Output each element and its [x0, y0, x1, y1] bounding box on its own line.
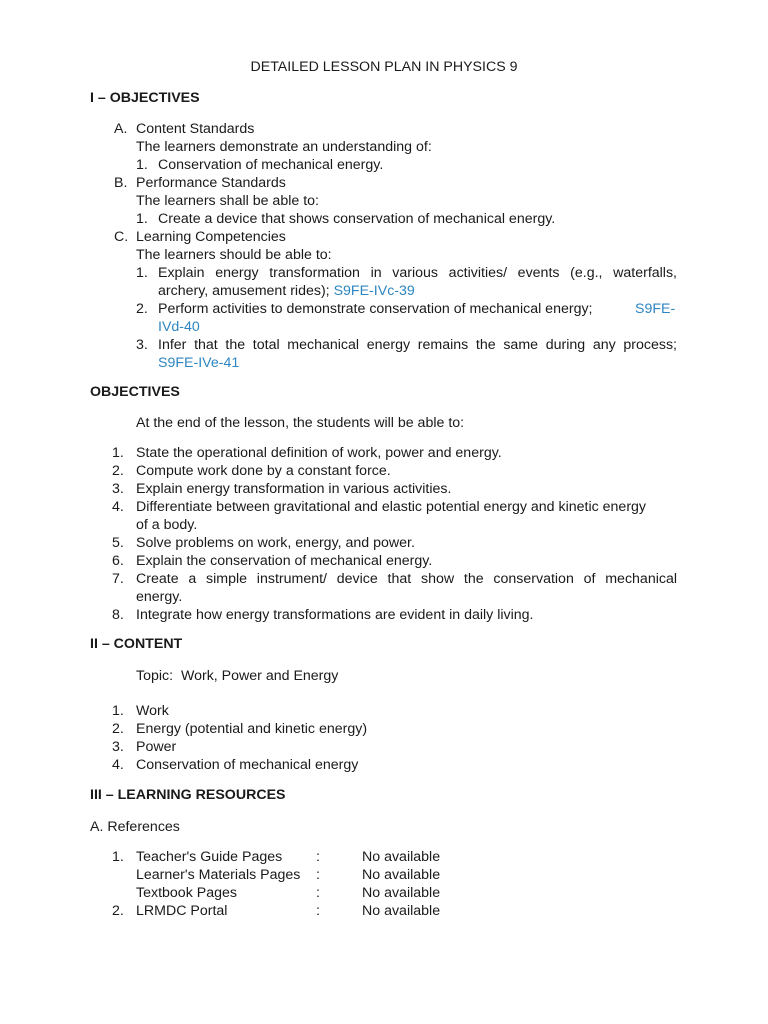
objective-5-num: 5. — [112, 535, 124, 551]
objectives-intro: At the end of the lesson, the students will be able to: — [136, 415, 465, 431]
objective-8-num: 8. — [112, 607, 124, 623]
learning-competencies-title: Learning Competencies — [136, 229, 286, 245]
performance-standards-title: Performance Standards — [136, 175, 286, 191]
competency-2-text: Perform activities to demonstrate conservation of mechanical energy; — [158, 301, 593, 317]
content-standards-title: Content Standards — [136, 121, 255, 137]
resource-row-3-sep: : — [316, 885, 320, 901]
performance-standards-label: B. — [114, 175, 128, 191]
resource-row-2-value: No available — [362, 867, 441, 883]
content-standards-item-text: Conservation of mechanical energy. — [158, 157, 384, 173]
objective-2-text: Compute work done by a constant force. — [136, 463, 391, 479]
resource-row-1-value: No available — [362, 849, 441, 865]
objective-5-text: Solve problems on work, energy, and power. — [136, 535, 415, 551]
performance-standards-intro: The learners shall be able to: — [136, 193, 319, 209]
objective-1-text: State the operational definition of work, power and energy. — [136, 445, 502, 461]
performance-standards-item-text: Create a device that shows conservation of mechanical energy. — [158, 211, 556, 227]
resource-row-3-value: No available — [362, 885, 441, 901]
content-item-4-num: 4. — [112, 757, 124, 773]
objective-3-num: 3. — [112, 481, 124, 497]
objective-4-text2: of a body. — [136, 517, 198, 533]
performance-standards-item-num: 1. — [136, 211, 148, 227]
competency-1-line2 — [158, 282, 415, 300]
resource-row-3-label: Textbook Pages — [136, 885, 237, 901]
objective-3-text: Explain energy transformation in various activities. — [136, 481, 452, 497]
resource-row-1-sep: : — [316, 849, 320, 865]
resource-row-4-label: LRMDC Portal — [136, 903, 228, 919]
competency-3-code: S9FE-IVe-41 — [158, 355, 240, 371]
content-standards-label: A. — [114, 121, 128, 137]
resource-row-1-num: 1. — [112, 849, 124, 865]
resource-row-4-value: No available — [362, 903, 441, 919]
content-item-2-text: Energy (potential and kinetic energy) — [136, 721, 368, 737]
resource-row-4-sep: : — [316, 903, 320, 919]
content-item-4-text: Conservation of mechanical energy — [136, 757, 359, 773]
content-topic: Topic: Work, Power and Energy — [136, 668, 339, 684]
objective-7-text: Create a simple instrument/ device that show the conservation of mechanical — [136, 571, 677, 587]
content-item-3-num: 3. — [112, 739, 124, 755]
objective-4-num: 4. — [112, 499, 124, 515]
competency-3-text: Infer that the total mechanical energy remains the same during any process; — [158, 337, 677, 353]
objective-7-text2: energy. — [136, 589, 183, 605]
content-item-1-num: 1. — [112, 703, 124, 719]
content-standards-intro: The learners demonstrate an understanding of: — [136, 139, 432, 155]
resources-heading: III – LEARNING RESOURCES — [90, 787, 286, 803]
content-item-3-text: Power — [136, 739, 177, 755]
competency-2-num: 2. — [136, 301, 148, 317]
objective-2-num: 2. — [112, 463, 124, 479]
competency-3-num: 3. — [136, 337, 148, 353]
competency-2-code-part2: IVd-40 — [158, 319, 200, 335]
content-heading: II – CONTENT — [90, 636, 183, 652]
objective-8-text: Integrate how energy transformations are evident in daily living. — [136, 607, 534, 623]
learning-competencies-label: C. — [114, 229, 129, 245]
content-item-1-text: Work — [136, 703, 169, 719]
objective-6-num: 6. — [112, 553, 124, 569]
competency-1-text2: archery, amusement rides); — [158, 283, 330, 299]
resource-row-2-label: Learner's Materials Pages — [136, 867, 301, 883]
objective-1-num: 1. — [112, 445, 124, 461]
competency-1-code: S9FE-IVc-39 — [333, 283, 415, 299]
references-subheading: A. References — [90, 819, 180, 835]
objective-7-num: 7. — [112, 571, 124, 587]
competency-1-text: Explain energy transformation in various activities/ events (e.g., waterfalls, — [158, 265, 677, 281]
objective-4-text: Differentiate between gravitational and elastic potential energy and kinetic energy — [136, 499, 647, 515]
objective-6-text: Explain the conservation of mechanical energy. — [136, 553, 433, 569]
objectives-heading: OBJECTIVES — [90, 384, 180, 400]
competency-1-num: 1. — [136, 265, 148, 281]
section-heading-objectives: I – OBJECTIVES — [90, 90, 200, 106]
content-item-2-num: 2. — [112, 721, 124, 737]
resource-row-1-label: Teacher's Guide Pages — [136, 849, 283, 865]
content-standards-item-num: 1. — [136, 157, 148, 173]
competency-2-code-part1: S9FE- — [635, 301, 676, 317]
resource-row-4-num: 2. — [112, 903, 124, 919]
learning-competencies-intro: The learners should be able to: — [136, 247, 332, 263]
resource-row-2-sep: : — [316, 867, 320, 883]
page-title: DETAILED LESSON PLAN IN PHYSICS 9 — [250, 59, 518, 75]
